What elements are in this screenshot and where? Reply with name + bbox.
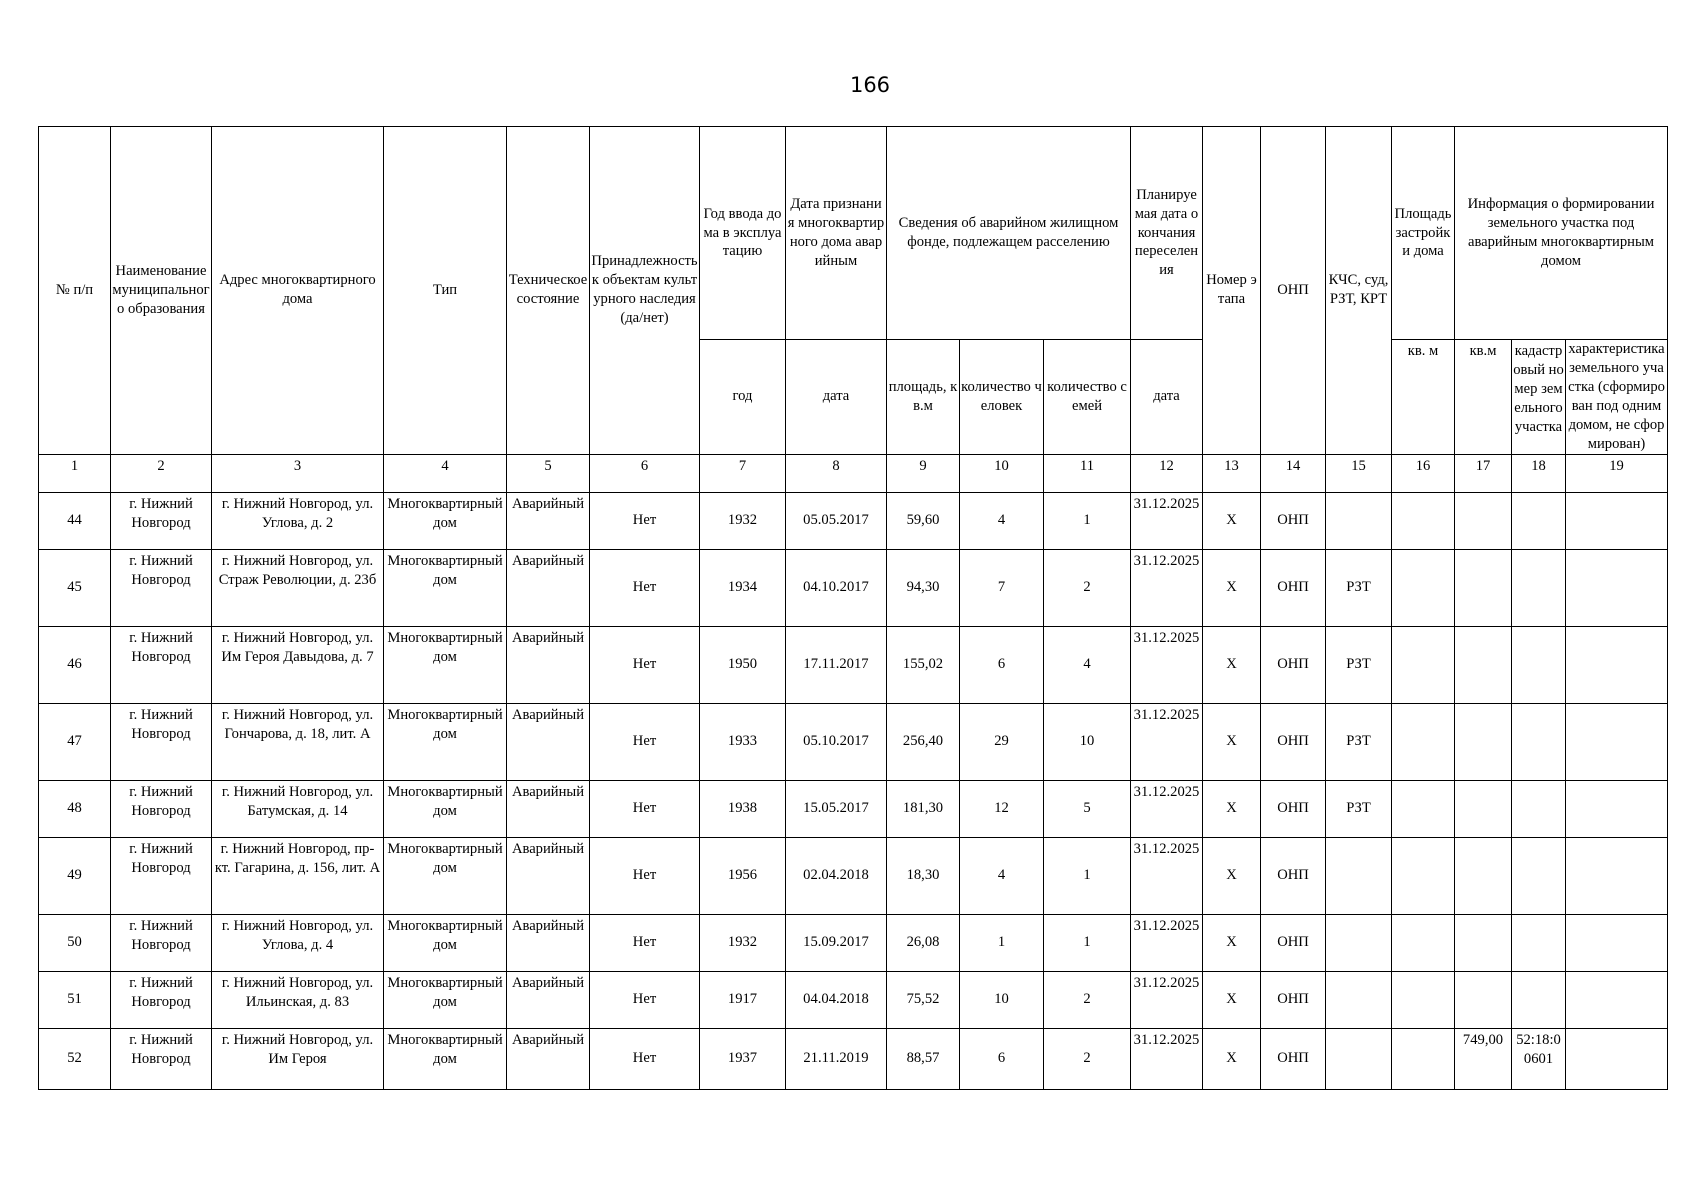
row-onp: ОНП bbox=[1261, 626, 1326, 703]
header-building-area: Площадь застройки дома bbox=[1392, 127, 1455, 340]
row-type: Многоквартирный дом bbox=[384, 492, 507, 549]
table-header bbox=[39, 127, 1668, 455]
row-building-area bbox=[1392, 914, 1455, 971]
row-cadastral bbox=[1512, 780, 1566, 837]
row-year: 1932 bbox=[700, 492, 786, 549]
column-number: 3 bbox=[212, 454, 384, 492]
column-number: 5 bbox=[507, 454, 590, 492]
header-municipality: Наименование муниципального образования bbox=[111, 127, 212, 455]
row-stage: X bbox=[1203, 492, 1261, 549]
header-sub-year: год bbox=[700, 340, 786, 455]
row-onp: ОНП bbox=[1261, 703, 1326, 780]
row-land-char bbox=[1566, 837, 1668, 914]
column-number: 16 bbox=[1392, 454, 1455, 492]
row-families: 5 bbox=[1044, 780, 1131, 837]
row-municipality: г. Нижний Новгород bbox=[111, 492, 212, 549]
column-number: 8 bbox=[786, 454, 887, 492]
row-kchs: РЗТ bbox=[1326, 626, 1392, 703]
row-date: 04.04.2018 bbox=[786, 971, 887, 1028]
row-address: г. Нижний Новгород, ул. Ильинская, д. 83 bbox=[212, 971, 384, 1028]
column-number: 11 bbox=[1044, 454, 1131, 492]
row-onp: ОНП bbox=[1261, 1028, 1326, 1089]
header-kchs: КЧС, суд, РЗТ, КРТ bbox=[1326, 127, 1392, 455]
row-year: 1956 bbox=[700, 837, 786, 914]
header-year-built: Год ввода дома в эксплуатацию bbox=[700, 127, 786, 340]
row-municipality: г. Нижний Новгород bbox=[111, 549, 212, 626]
row-state: Аварийный bbox=[507, 549, 590, 626]
table-row bbox=[39, 626, 1668, 703]
row-heritage: Нет bbox=[590, 914, 700, 971]
row-type: Многоквартирный дом bbox=[384, 971, 507, 1028]
row-people: 7 bbox=[960, 549, 1044, 626]
row-date: 02.04.2018 bbox=[786, 837, 887, 914]
row-land-char bbox=[1566, 703, 1668, 780]
row-date: 05.05.2017 bbox=[786, 492, 887, 549]
row-land-char bbox=[1566, 971, 1668, 1028]
row-year: 1937 bbox=[700, 1028, 786, 1089]
column-number: 7 bbox=[700, 454, 786, 492]
row-kchs: РЗТ bbox=[1326, 549, 1392, 626]
row-heritage: Нет bbox=[590, 1028, 700, 1089]
row-onp: ОНП bbox=[1261, 780, 1326, 837]
column-number: 17 bbox=[1455, 454, 1512, 492]
row-municipality: г. Нижний Новгород bbox=[111, 914, 212, 971]
row-type: Многоквартирный дом bbox=[384, 703, 507, 780]
row-year: 1917 bbox=[700, 971, 786, 1028]
row-area: 59,60 bbox=[887, 492, 960, 549]
row-area: 155,02 bbox=[887, 626, 960, 703]
row-stage: X bbox=[1203, 1028, 1261, 1089]
row-state: Аварийный bbox=[507, 703, 590, 780]
row-building-area bbox=[1392, 703, 1455, 780]
row-year: 1932 bbox=[700, 914, 786, 971]
row-municipality: г. Нижний Новгород bbox=[111, 1028, 212, 1089]
row-year: 1933 bbox=[700, 703, 786, 780]
row-planned-date: 31.12.2025 bbox=[1131, 971, 1203, 1028]
row-address: г. Нижний Новгород, ул. Углова, д. 2 bbox=[212, 492, 384, 549]
row-type: Многоквартирный дом bbox=[384, 780, 507, 837]
row-cadastral: 52:18:00601 bbox=[1512, 1028, 1566, 1089]
header-date-recognized: Дата признания многоквартирного дома аварийным bbox=[786, 127, 887, 340]
row-num: 47 bbox=[39, 703, 111, 780]
header-land-char: характеристика земельного участка (сформирован под одним домом, не сформирован) bbox=[1566, 340, 1668, 455]
row-onp: ОНП bbox=[1261, 492, 1326, 549]
row-building-area bbox=[1392, 1028, 1455, 1089]
row-address: г. Нижний Новгород, пр-кт. Гагарина, д. 156, лит. А bbox=[212, 837, 384, 914]
row-state: Аварийный bbox=[507, 492, 590, 549]
row-area: 18,30 bbox=[887, 837, 960, 914]
row-state: Аварийный bbox=[507, 914, 590, 971]
row-municipality: г. Нижний Новгород bbox=[111, 837, 212, 914]
row-address: г. Нижний Новгород, ул. Страж Революции, д. 23б bbox=[212, 549, 384, 626]
row-people: 4 bbox=[960, 492, 1044, 549]
column-number: 1 bbox=[39, 454, 111, 492]
row-state: Аварийный bbox=[507, 1028, 590, 1089]
row-type: Многоквартирный дом bbox=[384, 837, 507, 914]
column-number: 18 bbox=[1512, 454, 1566, 492]
row-building-area bbox=[1392, 492, 1455, 549]
row-land-char bbox=[1566, 492, 1668, 549]
row-land-char bbox=[1566, 1028, 1668, 1089]
row-stage: X bbox=[1203, 780, 1261, 837]
emergency-housing-table bbox=[38, 126, 1668, 1090]
row-kchs bbox=[1326, 1028, 1392, 1089]
row-area: 181,30 bbox=[887, 780, 960, 837]
row-date: 04.10.2017 bbox=[786, 549, 887, 626]
row-municipality: г. Нижний Новгород bbox=[111, 703, 212, 780]
row-families: 2 bbox=[1044, 1028, 1131, 1089]
row-area: 26,08 bbox=[887, 914, 960, 971]
row-kchs bbox=[1326, 914, 1392, 971]
header-type: Тип bbox=[384, 127, 507, 455]
row-families: 1 bbox=[1044, 492, 1131, 549]
row-cadastral bbox=[1512, 626, 1566, 703]
row-planned-date: 31.12.2025 bbox=[1131, 703, 1203, 780]
row-kchs: РЗТ bbox=[1326, 780, 1392, 837]
header-stage: Номер этапа bbox=[1203, 127, 1261, 455]
row-land-char bbox=[1566, 914, 1668, 971]
row-date: 17.11.2017 bbox=[786, 626, 887, 703]
row-building-area bbox=[1392, 626, 1455, 703]
row-address: г. Нижний Новгород, ул. Гончарова, д. 18, лит. А bbox=[212, 703, 384, 780]
row-people: 6 bbox=[960, 1028, 1044, 1089]
header-tech-state: Техническое состояние bbox=[507, 127, 590, 455]
row-land-char bbox=[1566, 626, 1668, 703]
row-year: 1950 bbox=[700, 626, 786, 703]
row-kchs bbox=[1326, 492, 1392, 549]
column-number: 10 bbox=[960, 454, 1044, 492]
table-row bbox=[39, 492, 1668, 549]
row-year: 1938 bbox=[700, 780, 786, 837]
row-planned-date: 31.12.2025 bbox=[1131, 626, 1203, 703]
header-land-info: Информация о формировании земельного участка под аварийным многоквартирным домом bbox=[1455, 127, 1668, 340]
row-onp: ОНП bbox=[1261, 549, 1326, 626]
row-area: 88,57 bbox=[887, 1028, 960, 1089]
header-num: № п/п bbox=[39, 127, 111, 455]
header-unit-17: кв.м bbox=[1455, 340, 1512, 455]
row-type: Многоквартирный дом bbox=[384, 626, 507, 703]
header-emergency-info: Сведения об аварийном жилищном фонде, подлежащем расселению bbox=[887, 127, 1131, 340]
row-stage: X bbox=[1203, 549, 1261, 626]
row-onp: ОНП bbox=[1261, 837, 1326, 914]
row-cadastral bbox=[1512, 549, 1566, 626]
row-families: 1 bbox=[1044, 837, 1131, 914]
row-municipality: г. Нижний Новгород bbox=[111, 626, 212, 703]
row-building-area bbox=[1392, 971, 1455, 1028]
row-land-area bbox=[1455, 626, 1512, 703]
row-num: 50 bbox=[39, 914, 111, 971]
table-row bbox=[39, 971, 1668, 1028]
row-people: 4 bbox=[960, 837, 1044, 914]
row-num: 49 bbox=[39, 837, 111, 914]
row-date: 15.09.2017 bbox=[786, 914, 887, 971]
row-people: 12 bbox=[960, 780, 1044, 837]
row-planned-date: 31.12.2025 bbox=[1131, 1028, 1203, 1089]
header-sub-planned-date: дата bbox=[1131, 340, 1203, 455]
row-num: 52 bbox=[39, 1028, 111, 1089]
column-number: 9 bbox=[887, 454, 960, 492]
header-row-1 bbox=[39, 127, 1668, 340]
row-planned-date: 31.12.2025 bbox=[1131, 780, 1203, 837]
table-row bbox=[39, 1028, 1668, 1089]
row-heritage: Нет bbox=[590, 626, 700, 703]
column-number: 4 bbox=[384, 454, 507, 492]
row-cadastral bbox=[1512, 914, 1566, 971]
row-num: 48 bbox=[39, 780, 111, 837]
table-body bbox=[39, 454, 1668, 1089]
row-type: Многоквартирный дом bbox=[384, 549, 507, 626]
row-date: 15.05.2017 bbox=[786, 780, 887, 837]
row-land-area bbox=[1455, 549, 1512, 626]
row-onp: ОНП bbox=[1261, 971, 1326, 1028]
table-row bbox=[39, 780, 1668, 837]
row-area: 256,40 bbox=[887, 703, 960, 780]
column-number: 15 bbox=[1326, 454, 1392, 492]
row-planned-date: 31.12.2025 bbox=[1131, 914, 1203, 971]
column-number: 12 bbox=[1131, 454, 1203, 492]
row-land-char bbox=[1566, 780, 1668, 837]
row-kchs bbox=[1326, 837, 1392, 914]
page-number: 166 bbox=[849, 73, 891, 97]
row-address: г. Нижний Новгород, ул. Углова, д. 4 bbox=[212, 914, 384, 971]
row-municipality: г. Нижний Новгород bbox=[111, 780, 212, 837]
row-people: 10 bbox=[960, 971, 1044, 1028]
header-cadastral: кадастровый номер земельного участка bbox=[1512, 340, 1566, 455]
row-planned-date: 31.12.2025 bbox=[1131, 549, 1203, 626]
row-building-area bbox=[1392, 780, 1455, 837]
table-row bbox=[39, 703, 1668, 780]
column-number: 19 bbox=[1566, 454, 1668, 492]
row-state: Аварийный bbox=[507, 626, 590, 703]
header-heritage: Принадлежность к объектам культурного наследия (да/нет) bbox=[590, 127, 700, 455]
row-municipality: г. Нижний Новгород bbox=[111, 971, 212, 1028]
row-address: г. Нижний Новгород, ул. Им Героя bbox=[212, 1028, 384, 1089]
header-planned-date: Планируемая дата окончания переселения bbox=[1131, 127, 1203, 340]
row-heritage: Нет bbox=[590, 837, 700, 914]
row-land-char bbox=[1566, 549, 1668, 626]
row-kchs bbox=[1326, 971, 1392, 1028]
row-heritage: Нет bbox=[590, 703, 700, 780]
row-heritage: Нет bbox=[590, 492, 700, 549]
row-land-area bbox=[1455, 703, 1512, 780]
row-planned-date: 31.12.2025 bbox=[1131, 492, 1203, 549]
row-land-area bbox=[1455, 914, 1512, 971]
row-land-area: 749,00 bbox=[1455, 1028, 1512, 1089]
row-cadastral bbox=[1512, 837, 1566, 914]
row-families: 10 bbox=[1044, 703, 1131, 780]
row-building-area bbox=[1392, 549, 1455, 626]
row-stage: X bbox=[1203, 837, 1261, 914]
header-address: Адрес многоквартирного дома bbox=[212, 127, 384, 455]
row-land-area bbox=[1455, 780, 1512, 837]
column-number: 6 bbox=[590, 454, 700, 492]
table-row bbox=[39, 837, 1668, 914]
row-year: 1934 bbox=[700, 549, 786, 626]
row-cadastral bbox=[1512, 971, 1566, 1028]
row-families: 2 bbox=[1044, 549, 1131, 626]
table-row bbox=[39, 914, 1668, 971]
row-address: г. Нижний Новгород, ул. Батумская, д. 14 bbox=[212, 780, 384, 837]
row-kchs: РЗТ bbox=[1326, 703, 1392, 780]
row-families: 1 bbox=[1044, 914, 1131, 971]
row-people: 1 bbox=[960, 914, 1044, 971]
column-number: 14 bbox=[1261, 454, 1326, 492]
row-cadastral bbox=[1512, 703, 1566, 780]
header-sub-area: площадь, кв.м bbox=[887, 340, 960, 455]
column-number: 2 bbox=[111, 454, 212, 492]
row-date: 21.11.2019 bbox=[786, 1028, 887, 1089]
column-number: 13 bbox=[1203, 454, 1261, 492]
row-building-area bbox=[1392, 837, 1455, 914]
row-land-area bbox=[1455, 837, 1512, 914]
header-sub-people: количество человек bbox=[960, 340, 1044, 455]
column-number-row bbox=[39, 454, 1668, 492]
header-sub-families: количество семей bbox=[1044, 340, 1131, 455]
row-state: Аварийный bbox=[507, 837, 590, 914]
header-sub-date: дата bbox=[786, 340, 887, 455]
row-cadastral bbox=[1512, 492, 1566, 549]
row-people: 29 bbox=[960, 703, 1044, 780]
row-address: г. Нижний Новгород, ул. Им Героя Давыдова, д. 7 bbox=[212, 626, 384, 703]
row-type: Многоквартирный дом bbox=[384, 914, 507, 971]
row-families: 4 bbox=[1044, 626, 1131, 703]
header-unit-16: кв. м bbox=[1392, 340, 1455, 455]
row-stage: X bbox=[1203, 703, 1261, 780]
row-heritage: Нет bbox=[590, 971, 700, 1028]
row-heritage: Нет bbox=[590, 780, 700, 837]
row-stage: X bbox=[1203, 626, 1261, 703]
row-area: 94,30 bbox=[887, 549, 960, 626]
header-onp: ОНП bbox=[1261, 127, 1326, 455]
row-area: 75,52 bbox=[887, 971, 960, 1028]
row-heritage: Нет bbox=[590, 549, 700, 626]
row-families: 2 bbox=[1044, 971, 1131, 1028]
row-type: Многоквартирный дом bbox=[384, 1028, 507, 1089]
row-stage: X bbox=[1203, 971, 1261, 1028]
row-num: 51 bbox=[39, 971, 111, 1028]
row-num: 45 bbox=[39, 549, 111, 626]
row-date: 05.10.2017 bbox=[786, 703, 887, 780]
row-land-area bbox=[1455, 492, 1512, 549]
table-row bbox=[39, 549, 1668, 626]
row-stage: X bbox=[1203, 914, 1261, 971]
row-state: Аварийный bbox=[507, 780, 590, 837]
row-state: Аварийный bbox=[507, 971, 590, 1028]
row-num: 44 bbox=[39, 492, 111, 549]
row-people: 6 bbox=[960, 626, 1044, 703]
row-planned-date: 31.12.2025 bbox=[1131, 837, 1203, 914]
row-num: 46 bbox=[39, 626, 111, 703]
row-onp: ОНП bbox=[1261, 914, 1326, 971]
row-land-area bbox=[1455, 971, 1512, 1028]
